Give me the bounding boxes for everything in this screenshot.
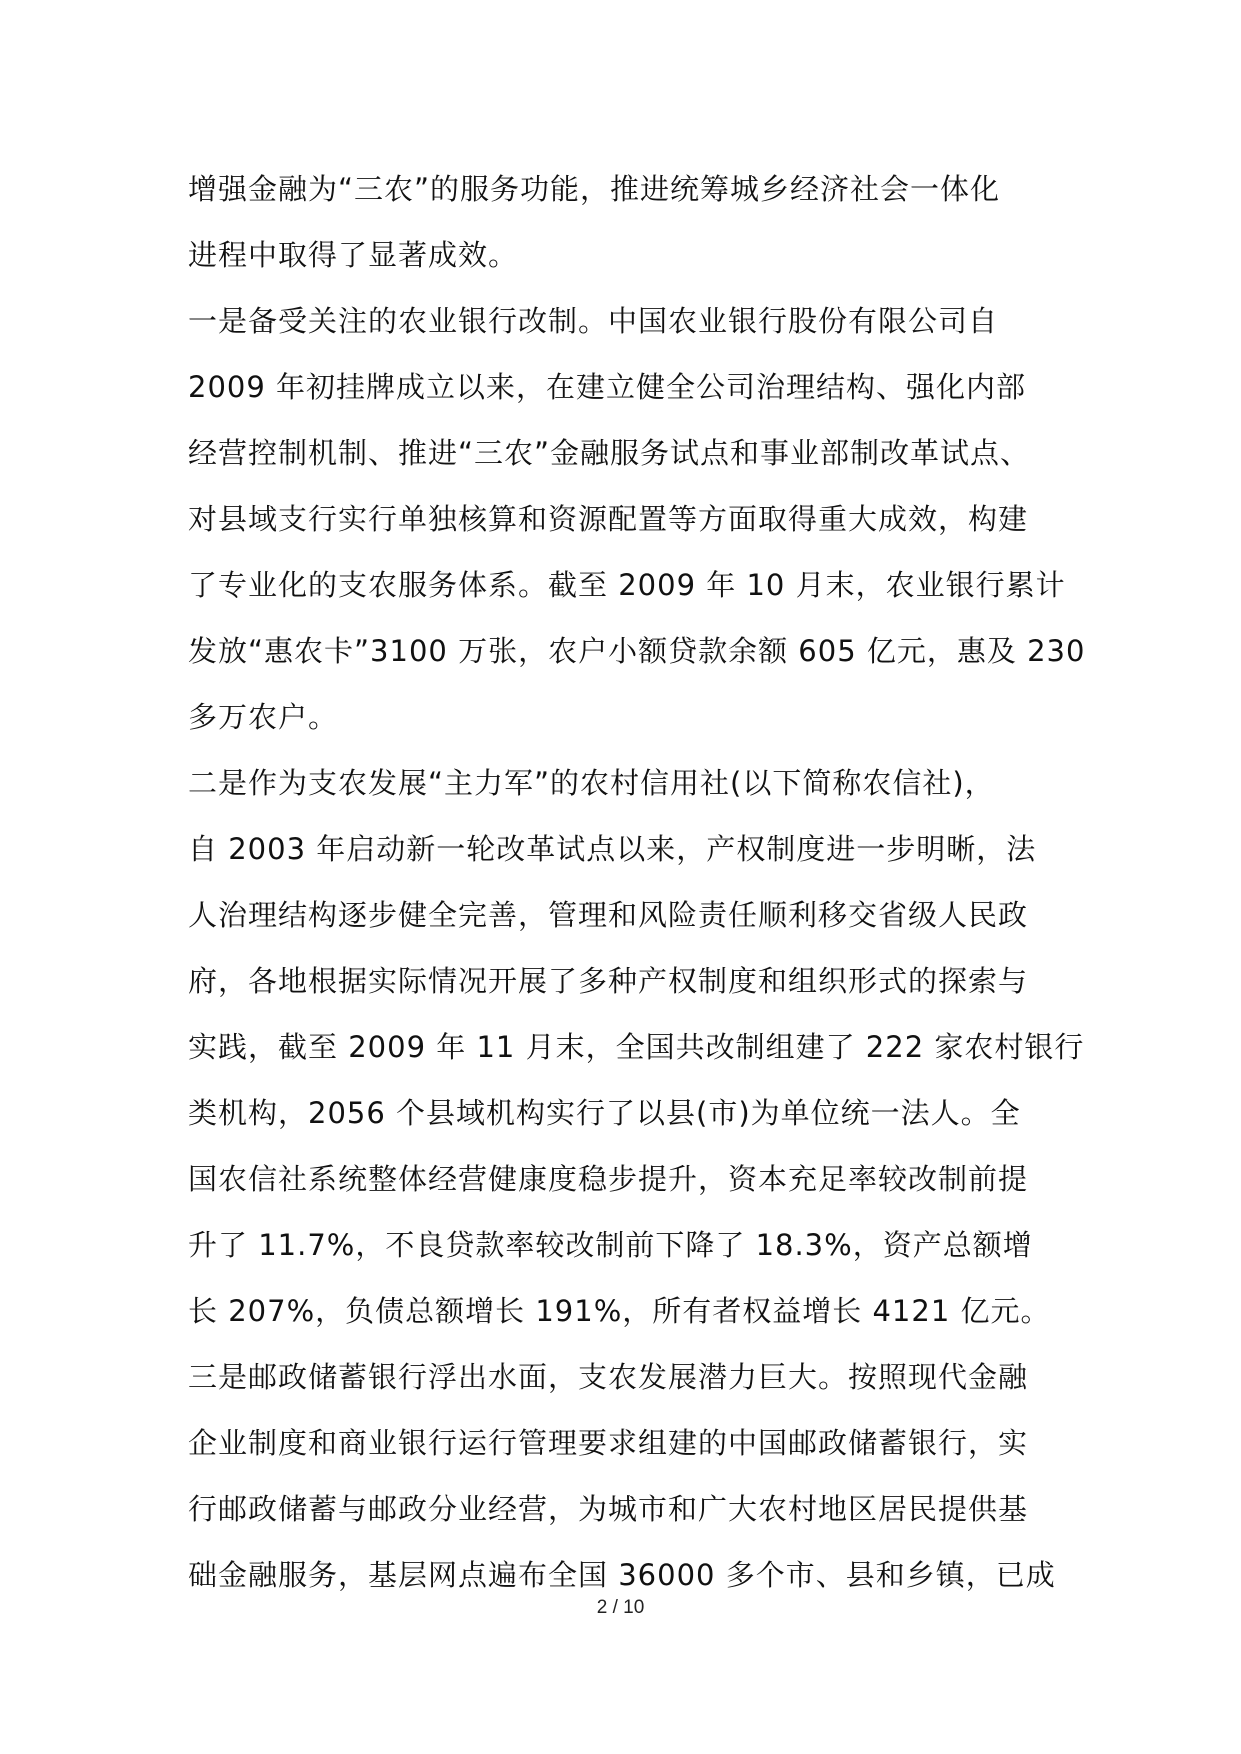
- text-line: 国农信社系统整体经营健康度稳步提升，资本充足率较改制前提: [188, 1162, 1029, 1196]
- text-line: 自 2003 年启动新一轮改革试点以来，产权制度进一步明晰，法: [188, 832, 1037, 866]
- text-line: 行邮政储蓄与邮政分业经营，为城市和广大农村地区居民提供基: [188, 1492, 1029, 1526]
- text-line: 础金融服务，基层网点遍布全国 36000 多个市、县和乡镇，已成: [188, 1558, 1056, 1592]
- text-line: 对县域支行实行单独核算和资源配置等方面取得重大成效，构建: [188, 502, 1029, 536]
- text-line: 人治理结构逐步健全完善，管理和风险责任顺利移交省级人民政: [188, 898, 1029, 932]
- text-line: 长 207%，负债总额增长 191%，所有者权益增长 4121 亿元。: [188, 1294, 1051, 1328]
- text-line: 增强金融为“三农”的服务功能，推进统筹城乡经济社会一体化: [188, 172, 1001, 206]
- text-line: 二是作为支农发展“主力军”的农村信用社(以下简称农信社)，: [188, 766, 995, 800]
- text-line: 了专业化的支农服务体系。截至 2009 年 10 月末，农业银行累计: [188, 568, 1066, 602]
- text-line: 实践，截至 2009 年 11 月末，全国共改制组建了 222 家农村银行: [188, 1030, 1085, 1064]
- text-line: 发放“惠农卡”3100 万张，农户小额贷款余额 605 亿元，惠及 230: [188, 634, 1086, 668]
- paragraph-agricultural-bank: [188, 288, 1086, 750]
- text-line: 经营控制机制、推进“三农”金融服务试点和事业部制改革试点、: [188, 436, 1031, 470]
- page-number: 2 / 10: [596, 1597, 645, 1618]
- paragraph-rural-credit: [188, 750, 1085, 1344]
- text-line: 企业制度和商业银行运行管理要求组建的中国邮政储蓄银行，实: [188, 1426, 1029, 1460]
- text-line: 府，各地根据实际情况开展了多种产权制度和组织形式的探索与: [188, 964, 1029, 998]
- paragraph-postal-savings: [188, 1344, 1056, 1608]
- text-line: 2009 年初挂牌成立以来，在建立健全公司治理结构、强化内部: [188, 370, 1027, 404]
- document-body: [188, 156, 1086, 1608]
- text-line: 类机构，2056 个县域机构实行了以县(市)为单位统一法人。全: [188, 1096, 1021, 1130]
- text-line: 一是备受关注的农业银行改制。中国农业银行股份有限公司自: [188, 304, 999, 338]
- paragraph-intro: [188, 156, 1053, 288]
- text-line: 多万农户。: [188, 700, 339, 734]
- text-line: 进程中取得了显著成效。: [188, 238, 519, 272]
- text-line: 三是邮政储蓄银行浮出水面，支农发展潜力巨大。按照现代金融: [188, 1360, 1029, 1394]
- text-line: 升了 11.7%，不良贷款率较改制前下降了 18.3%，资产总额增: [188, 1228, 1033, 1262]
